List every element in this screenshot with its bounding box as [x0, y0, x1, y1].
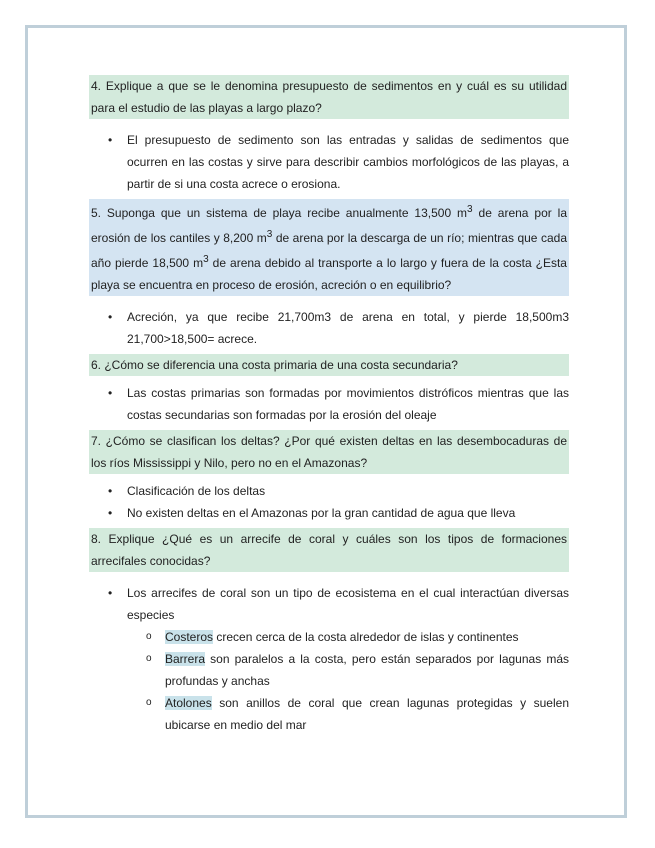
bullet-icon: • [108, 133, 113, 147]
list-item: • No existen deltas en el Amazonas por la gran cantidad de agua que lleva [89, 502, 569, 524]
bullet-icon: • [108, 506, 113, 520]
bullet-icon: • [108, 586, 113, 600]
circle-bullet-icon: o [146, 653, 152, 664]
question-7: 7. ¿Cómo se clasifican los deltas? ¿Por qué existen deltas en las desembocaduras de los ríos Mississippi y Nilo, pero no en el Amazonas? [89, 430, 569, 474]
bullet-icon: • [108, 310, 113, 324]
answer-list-8 [89, 582, 569, 736]
circle-bullet-icon: o [146, 697, 152, 708]
question-4: 4. Explique a que se le denomina presupuesto de sedimentos en y cuál es su utilidad para el estudio de las playas a largo plazo? [89, 75, 569, 119]
list-item: • Las costas primarias son formadas por movimientos distróficos mientras que las costas secundarias son formadas por la erosión del oleaje [89, 382, 569, 426]
list-item: • Acreción, ya que recibe 21,700m3 de arena en total, y pierde 18,500m3 21,700>18,500= acrece. [89, 306, 569, 350]
answer-list-4 [89, 129, 569, 195]
bullet-icon: • [108, 484, 113, 498]
highlighted-term: Barrera [165, 652, 206, 666]
list-item: • Clasificación de los deltas [89, 480, 569, 502]
list-item: o Barrera son paralelos a la costa, pero están separados por lagunas más profundas y anchas [127, 648, 569, 692]
list-item: o Atolones son anillos de coral que crean lagunas protegidas y suelen ubicarse en medio del mar [127, 692, 569, 736]
question-8: 8. Explique ¿Qué es un arrecife de coral y cuáles son los tipos de formaciones arrecifales conocidas? [89, 528, 569, 572]
reef-types-list [127, 626, 569, 736]
answer-list-6 [89, 382, 569, 426]
question-6: 6. ¿Cómo se diferencia una costa primaria de una costa secundaria? [89, 354, 569, 376]
document-content [89, 75, 569, 740]
list-item: • Los arrecifes de coral son un tipo de ecosistema en el cual interactúan diversas especies o Costeros crecen cerca de la costa alrededor de islas y continentes o Barrera son paralelos a la costa, pero están separados por lagunas más profundas y anchas o Atolones son anillos de coral que crean lagunas protegidas y suelen ubicarse en medio del mar [89, 582, 569, 736]
document-page [25, 25, 627, 818]
bullet-icon: • [108, 386, 113, 400]
list-item: o Costeros crecen cerca de la costa alrededor de islas y continentes [127, 626, 569, 648]
circle-bullet-icon: o [146, 631, 152, 642]
highlighted-term: Atolones [165, 696, 212, 710]
list-item: • El presupuesto de sedimento son las entradas y salidas de sedimentos que ocurren en las costas y sirve para describir cambios morfológicos de las playas, a partir de si una costa acrece o erosiona. [89, 129, 569, 195]
highlighted-term: Costeros [165, 630, 214, 644]
question-5: 5. Suponga que un sistema de playa recibe anualmente 13,500 $m^3$ de arena por la erosión de los cantiles y 8,200 $m^3$ de arena por la descarga de un río; mientras que cada año pierde 18,500 $m^3$ de arena debido al transporte a lo largo y fuera de la costa ¿Esta playa se encuentra en proceso de erosión, acreción o en equilibrio? [89, 199, 569, 296]
answer-list-5 [89, 306, 569, 350]
answer-list-7 [89, 480, 569, 524]
